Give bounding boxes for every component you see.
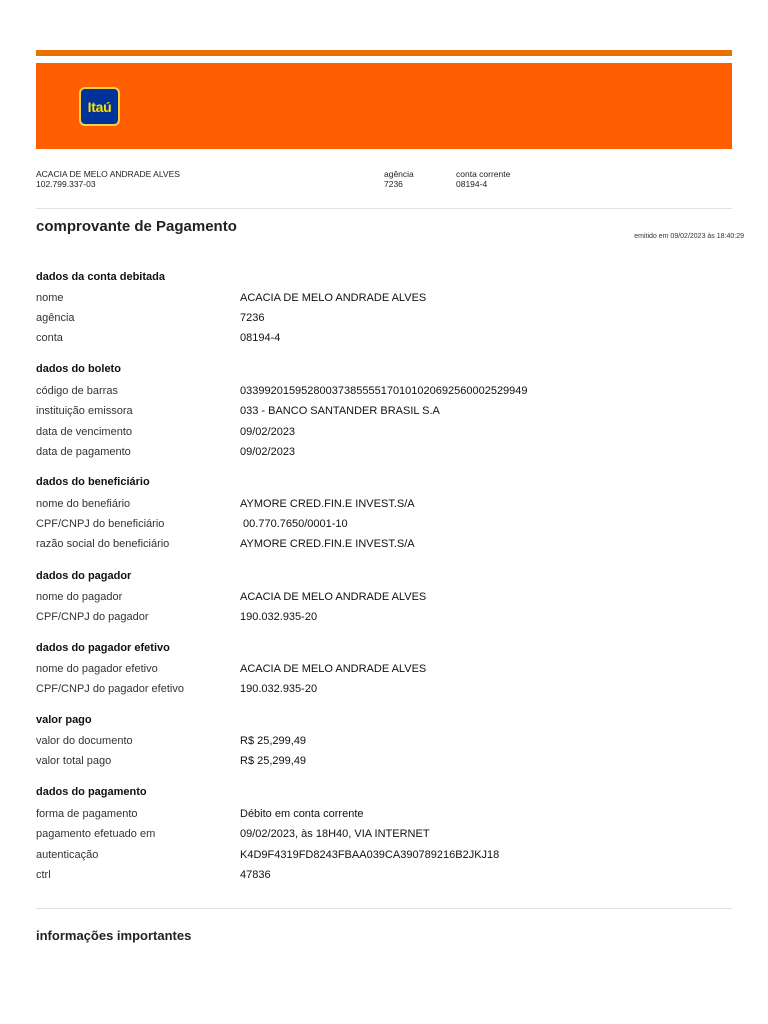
- authentication-value: K4D9F4319FD8243FBAA039CA390789216B2JKJ18: [240, 849, 500, 861]
- row-value: 190.032.935-20: [240, 611, 318, 623]
- row-label: CPF/CNPJ do beneficiário: [36, 518, 165, 530]
- row-label: nome: [36, 292, 64, 304]
- holder-doc: 102.799.337-03: [36, 179, 96, 189]
- row-label: instituição emissora: [36, 405, 133, 417]
- logo-text: Itaú: [87, 98, 112, 115]
- agencia-label: agência: [384, 169, 414, 179]
- row-label: código de barras: [36, 385, 118, 397]
- row-label: nome do pagador: [36, 591, 123, 603]
- header-agencia: [384, 169, 414, 189]
- row-label: CPF/CNPJ do pagador: [36, 611, 149, 623]
- amount-value: R$ 25,299,49: [240, 755, 307, 767]
- section-title-pagador: dados do pagador: [36, 570, 132, 582]
- divider: [36, 908, 732, 909]
- row-value: ACACIA DE MELO ANDRADE ALVES: [240, 292, 427, 304]
- row-label: data de vencimento: [36, 426, 133, 438]
- row-value: AYMORE CRED.FIN.E INVEST.S/A: [240, 538, 415, 550]
- barcode-value: 03399201595280037385555170101020692560002529949: [240, 385, 528, 397]
- section-title-boleto: dados do boleto: [36, 363, 121, 375]
- conta-value: 08194-4: [456, 179, 488, 189]
- row-label: autenticação: [36, 849, 99, 861]
- row-label: valor do documento: [36, 735, 133, 747]
- row-value: 09/02/2023: [240, 426, 296, 438]
- divider: [36, 208, 732, 209]
- row-label: nome do pagador efetivo: [36, 663, 158, 675]
- page-title: comprovante de Pagamento: [36, 218, 237, 235]
- account-holder: [36, 169, 180, 189]
- section-title-beneficiario: dados do beneficiário: [36, 476, 150, 488]
- amount-value: R$ 25,299,49: [240, 735, 307, 747]
- section-title-pagador-efetivo: dados do pagador efetivo: [36, 642, 170, 654]
- row-label: razão social do beneficiário: [36, 538, 170, 550]
- row-label: ctrl: [36, 869, 51, 881]
- row-label: forma de pagamento: [36, 808, 138, 820]
- row-value: 09/02/2023: [240, 446, 296, 458]
- section-title-conta-debitada: dados da conta debitada: [36, 271, 165, 283]
- row-label: CPF/CNPJ do pagador efetivo: [36, 683, 184, 695]
- row-value: AYMORE CRED.FIN.E INVEST.S/A: [240, 498, 415, 510]
- holder-name: ACACIA DE MELO ANDRADE ALVES: [36, 169, 180, 179]
- row-label: data de pagamento: [36, 446, 131, 458]
- important-info-title: informações importantes: [36, 928, 192, 943]
- section-title-valor-pago: valor pago: [36, 714, 92, 726]
- row-value: 033 - BANCO SANTANDER BRASIL S.A: [240, 405, 440, 417]
- row-label: nome do benefiário: [36, 498, 131, 510]
- row-label: agência: [36, 312, 75, 324]
- row-value: 47836: [240, 869, 271, 881]
- row-value: 7236: [240, 312, 265, 324]
- row-label: conta: [36, 332, 63, 344]
- row-value: 09/02/2023, às 18H40, VIA INTERNET: [240, 828, 430, 840]
- section-title-pagamento: dados do pagamento: [36, 786, 147, 798]
- header-conta: [456, 169, 510, 189]
- top-accent-line: [36, 50, 732, 56]
- brand-banner: [36, 63, 732, 149]
- emitted-timestamp: emitido em 09/02/2023 às 18:40:29: [634, 233, 744, 240]
- row-value: 08194-4: [240, 332, 281, 344]
- row-value: 00.770.7650/0001-10: [240, 518, 348, 530]
- agencia-value: 7236: [384, 179, 403, 189]
- conta-label: conta corrente: [456, 169, 511, 179]
- row-label: pagamento efetuado em: [36, 828, 156, 840]
- row-value: 190.032.935-20: [240, 683, 318, 695]
- row-value: Débito em conta corrente: [240, 808, 364, 820]
- row-value: ACACIA DE MELO ANDRADE ALVES: [240, 663, 427, 675]
- row-label: valor total pago: [36, 755, 112, 767]
- row-value: ACACIA DE MELO ANDRADE ALVES: [240, 591, 427, 603]
- itau-logo: [79, 87, 120, 126]
